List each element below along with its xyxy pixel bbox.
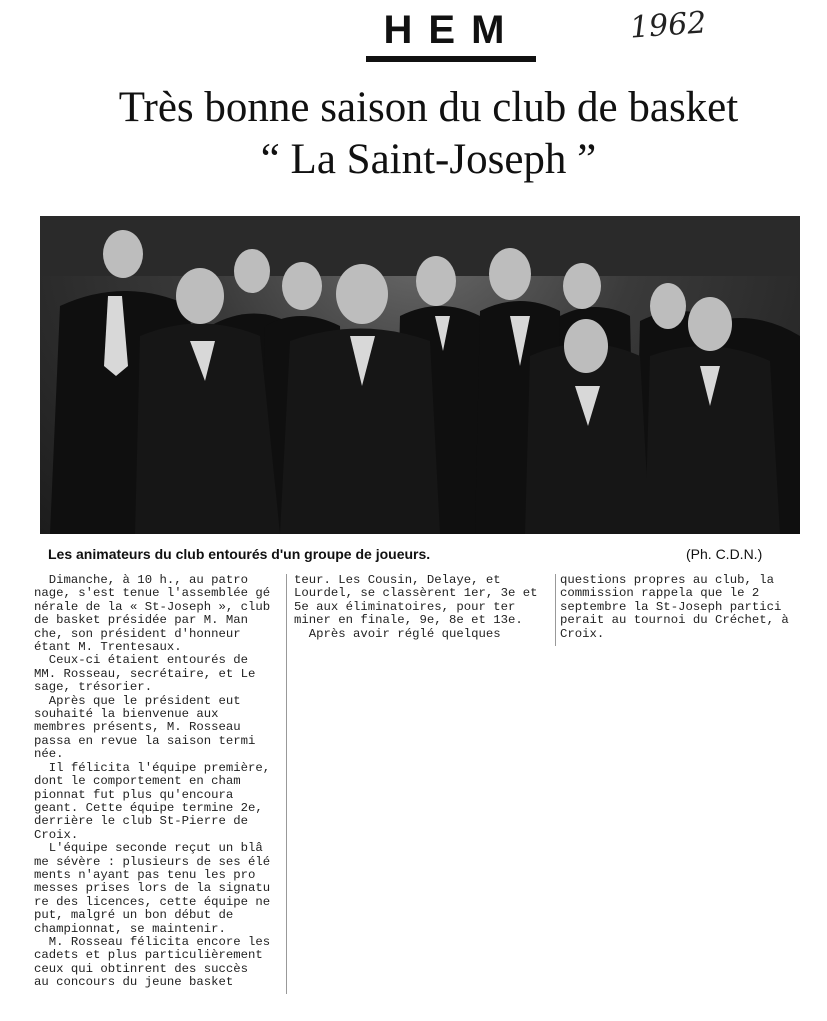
article-line: Croix. [34,827,79,842]
article-line: perait au tournoi du Créchet, à [560,613,789,628]
article-line: septembre la St-Joseph partici [560,599,782,614]
article-column-1 [34,574,284,990]
column-divider [286,574,287,994]
article-line: put, malgré un bon début de [34,908,234,923]
headline-line-1: Très bonne saison du club de basket [118,84,739,131]
article-line: che, son président d'honneur [34,626,241,641]
article-column-3 [560,574,822,641]
article-line: me sévère : plusieurs de ses élé [34,854,271,869]
section-title-underline [366,56,536,62]
handwritten-year: 1962 [628,5,708,46]
section-title: HEM [383,8,521,52]
photo-caption: Les animateurs du club entourés d'un groupe de joueurs. [48,546,431,562]
article-line: Dimanche, à 10 h., au patro [34,573,249,587]
article-line: Ceux-ci étaient entourés de [34,653,249,668]
article-line: MM. Rosseau, secrétaire, et Le [34,666,256,681]
article-line: L'équipe seconde reçut un blâ [34,841,263,856]
article-line: cadets et plus particulièrement [34,948,263,963]
article-line: re des licences, cette équipe ne [34,894,271,909]
article-line: ceux qui obtinrent des succès [34,961,249,976]
article-line: membres présents, M. Rosseau [34,720,241,735]
article-line: teur. Les Cousin, Delaye, et [294,573,501,587]
article-line: geant. Cette équipe termine 2e, [34,800,263,815]
column-divider [555,574,556,646]
photo-credit: (Ph. C.D.N.) [686,546,763,562]
article-line: commission rappela que le 2 [560,586,760,601]
article-line: au concours du jeune basket [34,975,234,990]
article-line: nage, s'est tenue l'assemblée gé [34,586,271,601]
article-line: questions propres au club, la [560,573,775,587]
article-line: nérale de la « St-Joseph », club [34,599,271,614]
article-line: née. [34,747,64,762]
headline-line-2: “ La Saint-Joseph ” [260,136,597,183]
article-line: messes prises lors de la signatu [34,881,271,896]
article-line: de basket présidée par M. Man [34,613,249,628]
article-line: passa en revue la saison termi [34,733,256,748]
article-line: ments n'ayant pas tenu les pro [34,867,256,882]
article-column-2 [294,574,552,641]
group-photo [40,216,800,534]
article-line: Il félicita l'équipe première, [34,760,271,775]
headline [30,82,827,186]
article-line: miner en finale, 9e, 8e et 13e. [294,613,523,628]
article-line: sage, trésorier. [34,680,153,695]
article-line: championnat, se maintenir. [34,921,226,936]
article-line: M. Rosseau félicita encore les [34,934,271,949]
article-line: souhaité la bienvenue aux [34,707,219,722]
article-line: pionnat fut plus qu'encoura [34,787,234,802]
article-line: étant M. Trentesaux. [34,640,182,655]
article-line: Après avoir réglé quelques [294,626,501,641]
group-photo-figures [40,216,800,534]
article-line: dont le comportement en cham [34,774,241,789]
article-line: Après que le président eut [34,693,241,708]
article-line: 5e aux éliminatoires, pour ter [294,599,516,614]
article-line: derrière le club St-Pierre de [34,814,249,829]
article-line: Lourdel, se classèrent 1er, 3e et [294,586,538,601]
article-line: Croix. [560,626,605,641]
